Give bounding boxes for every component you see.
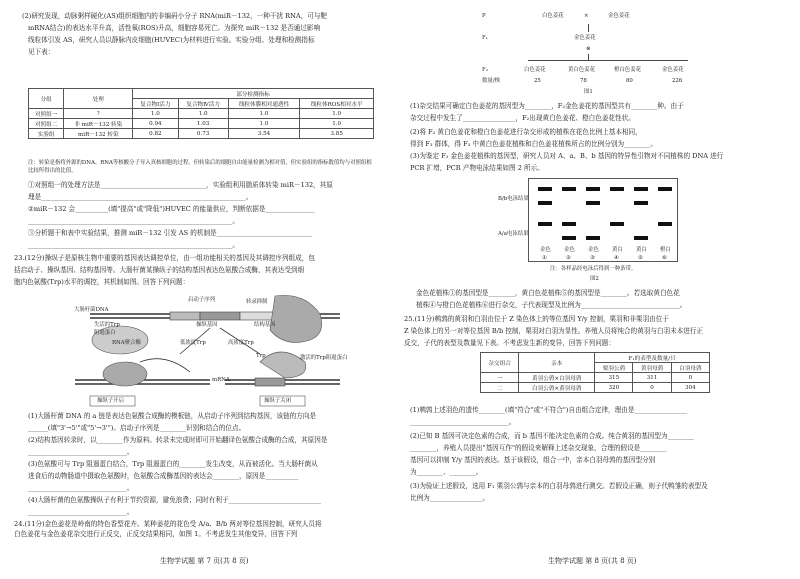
q23-sub: ______________________________。 [28,448,134,456]
page-footer: 生物学试题 第 7 页(共 8 页) [160,557,249,565]
cross-f2: F₂ [482,67,488,73]
q24-sub: PCR 扩增，PCR 产物电泳结果如图 2 所示。 [410,164,544,172]
cross-self: ⊗ [586,46,591,52]
q23-sub: (4)大肠杆菌的色氨酸操纵子有利于节约资源，避免浪费；同时有利于____________________________ [28,496,321,504]
q22-sub: ②miR－132 会__________(填"提高"或"降低")HUVEC 的能量供应，判断依据是_______________ [28,205,315,213]
cell: 1.0 [300,109,374,119]
table-mir132 [28,88,374,139]
cross-f2-pheno: 黄白色姜花 [568,67,595,73]
cell: 一 [481,373,519,383]
q23-sub: (1)大肠杆菌 DNA 的 a 链是表达色氨酸合成酶的模板链，从启动子序列到结构基因，该链的方向是 [28,412,317,420]
cell: 1.0 [228,119,300,129]
cell: 3.54 [228,129,300,139]
q24-line: 白色姜花与金色姜花杂交进行正反交，正反交结果相同，如图 1。不考虑发生其他变异，回答下列 [14,530,298,538]
gel-lane-num: ③ [590,255,595,261]
cell: 0 [671,373,709,383]
gel-lane-num: ⑤ [638,255,643,261]
fig-label: 操纵基因 [196,322,218,328]
gel-band [634,201,648,205]
q22-line: mRNA结合)的表达水平升高，活性氧(ROS)升高，细胞容易死亡。为探究 miR－132 是否通过影响 [28,24,321,32]
fig-label: 失活的Trp [94,322,120,328]
gel-band [586,187,600,191]
fig-label: 启动子序列 [188,297,215,303]
gel-lane: 黄白 [612,247,623,253]
table-note: 比较所得出的比值。 [28,168,77,174]
cell: 对照组一 [29,109,64,119]
cell: 非 miR－132 转染 [64,119,133,129]
th-col: 栗羽公鹑 [595,363,633,373]
fig-label: mRNA [212,377,230,383]
gel-band [610,187,624,191]
fig-label: 低浓度Trp [180,340,206,346]
cross-f1-pheno: 金色姜花 [574,35,596,41]
gel-band [634,236,648,240]
th-parts: 部分检测指标 [133,89,374,99]
cell: 304 [671,383,709,393]
cross-count: 80 [626,78,633,84]
gel-band [538,222,552,226]
q25-line: 25.(11分)鹌鹑的黄羽和白羽由位于 Z 染色体上的等位基因 Y/y 控制，栗羽和非栗羽由位于 [404,315,669,323]
cell: 对照组二 [29,119,64,129]
cell: 0.94 [133,119,179,129]
th-treat: 处理 [64,89,133,109]
cell: 315 [595,373,633,383]
cell: 311 [633,373,671,383]
cross-count: 78 [580,78,587,84]
q24-after: 植株④与橙白色花植株⑥进行杂交，子代表现型及比例为______________________________。 [416,301,687,309]
fig-label: 阻遏蛋白 [94,330,116,336]
q25-sub: ________，养殖人员提出"基因互作"的假设来解释上述杂交现象，合理的假设是________ [410,444,667,452]
q25-sub: (1)鹌鹑上述羽色的遗传________(填"符合"或"不符合")自由组合定律，理由是________________ [410,406,688,414]
cross-f1: F₁ [482,35,488,41]
th-col: 复合物Ⅳ活力 [178,99,228,109]
cross-p: P [482,13,486,19]
table-row [29,129,374,139]
q23-line: 23.(12分)操纵子是原核生物中重要的基因表达调控单位，由一组功能相关的基因及其调控序列组成，包 [14,254,315,262]
fig-label: Trp [256,353,266,359]
q24-sub: 杂交过程中发生了________________，F₂出现黄白色姜花、橙白色姜花性状。 [410,114,635,122]
figure-1-caption: 图1 [584,89,593,95]
fig-label: 高浓度Trp [228,340,254,346]
cross-x: × [584,13,589,19]
cross-f2-pheno: 白色姜花 [524,67,546,73]
cross-count: 226 [672,78,683,84]
th-col: 线粒体膜相对通透性 [228,99,300,109]
gel-lane-num: ④ [614,255,619,261]
th-f1: F₁的表型及数量/只 [595,353,710,363]
fig-label: 操纵子开启 [97,398,124,404]
q24-line: 24.(11分)金色姜花是岭南的特色香型花卉。某种姜花的花色受 A/a、B/b 两对等位基因控制，研究人员将 [14,520,322,528]
cell: 黄羽公鹑×白羽母鹑 [519,373,595,383]
q25-line: 反交，子代的表型及数量见下表。不考虑发生新的变异，回答下列问题： [404,339,615,347]
cross-arrow [588,24,589,32]
cell: 1.03 [178,119,228,129]
cell: 1.0 [133,109,179,119]
q23-line: 胞内色氨酸(Trp)水平的调控，其机制如图。回答下列问题： [14,278,190,286]
table-row [29,119,374,129]
cell: ? [64,109,133,119]
cross-count: 25 [534,78,541,84]
q24-after: 金色花植株①的基因型是________，黄白色花植株⑤的基因型是________。若选取黄白色花 [416,289,680,297]
cross-f2-pheno: 金色姜花 [662,67,684,73]
q23-sub: 进食后的动物肠道中摄取色氨酸时，色氨酸合成酶基因的表达会________，原因是__________ [28,472,299,480]
fig-label: 转录抑制 [246,299,268,305]
cell: 3.85 [300,129,374,139]
q25-sub: (2)已知 B 基因可决定色素的合成，而 b 基因不能决定色素的合成。纯合黄羽的基因型为________ [410,432,694,440]
th-col: 黄羽母鹑 [633,363,671,373]
q25-sub: 基因可以抑制 Y/y 基因的表达。基于该假设，组合一中，亲本白羽母鹑的基因型分别 [410,456,656,464]
gel-lane-num: ⑥ [662,255,667,261]
q23-sub: (3)色氨酸可与 Trp 阻遏蛋白结合，Trp 阻遏蛋白的________发生改变，从而被活化。当大肠杆菌从 [28,460,318,468]
page-footer: 生物学试题 第 8 页(共 8 页) [548,557,637,565]
gel-lane-num: ① [542,255,547,261]
cross-f2-pheno: 橙白色姜花 [614,67,641,73]
q22-sub: ______________________________________________________________。 [28,217,239,225]
cell: 1.0 [178,109,228,119]
gel-band [562,187,576,191]
fig-label: 结构基因 [254,322,276,328]
gel-band [538,187,552,191]
operon-figure [70,292,350,410]
gel-band [586,201,600,205]
q22-line: (2)研究发现，动脉粥样硬化(AS)组织细胞内的非编码小分子 RNA(miR－132，一种干扰 RNA，可与靶 [22,12,328,20]
q25-sub: 比例为________________。 [410,494,490,502]
gel-row-label: B/b电泳结果 [498,196,529,202]
q23-line: 括启动子、操纵基因、结构基因等。大肠杆菌某操纵子的结构基因表达色氨酸合成酶，其表达受到细 [14,266,305,274]
table-row [481,383,710,393]
table-note: 注：转染是指将外源的DNA、RNA等核酸分子导入真核细胞的过程。但转染后的细胞自由能量检测为相对值，但实验组的指标数值均与对照组相 [28,160,372,166]
q22-line: 线粒体引发 AS，研究人员以静脉内皮细胞(HUVEC)为材料进行实验。实验分组、处理和检测指标 [28,36,315,44]
q22-sub: ______________________________________________________________。 [28,241,239,249]
gel-lane: 金色 [588,247,599,253]
q25-sub: 为________、________。 [410,468,483,476]
q22-line: 见下表： [28,48,55,56]
cell: 0 [633,383,671,393]
q24-sub: (1)杂交结果可确定白色姜花的基因型为________，F₂金色姜花的基因型共有________种。由于 [410,102,684,110]
fig-label: RNA聚合酶 [112,340,141,346]
th-col: 复合物Ⅰ活力 [133,99,179,109]
gel-band [658,222,672,226]
q22-sub: ③分析题干和表中实验结果，推测 miR－132 引发 AS 的机制是_____________________________ [28,229,313,237]
q23-sub: ______________________________。 [28,484,134,492]
gel-band [658,187,672,191]
cell: 320 [595,383,633,393]
gel-row-label: A/a电泳结果 [498,231,529,237]
cross-gold: 金色姜花 [608,13,630,19]
cross-white: 白色姜花 [542,13,564,19]
cell: 1.0 [300,119,374,129]
q25-sub: ______________________________。 [410,418,516,426]
cell: 1.0 [228,109,300,119]
figure-2-caption: 图2 [590,276,599,282]
q24-sub: 得到 F₃ 群体，得 F₃ 中黄白色姜花植株和白色姜花植株所占的比例分别为________。 [410,140,658,148]
q23-sub: ______________________________。 [28,508,134,516]
cell: 实验组 [29,129,64,139]
cell: 0.73 [178,129,228,139]
th-col: 线粒体ROS相对水平 [300,99,374,109]
gel-lane: 黄白 [636,247,647,253]
fig-label: 操纵子关闭 [264,398,291,404]
fig-label: 大肠杆菌DNA [74,307,109,313]
gel-lane: 金色 [540,247,551,253]
fig-label: 激活的Trp阻遏蛋白 [300,355,348,361]
gel-band [562,236,576,240]
cell: 白羽公鹑×黄羽母鹑 [519,383,595,393]
cell: miR－132 转染 [64,129,133,139]
gel-lane: 金色 [564,247,575,253]
table-row [29,109,374,119]
q25-line: Z 染色体上的另一对等位基因 B/b 控制，栗羽对白羽为显性。养殖人员将纯合的黄羽与白羽未本进行正 [404,327,704,335]
th-col: 白羽母鹑 [671,363,709,373]
gel-band [562,222,576,226]
gel-note: 注：各样品经电泳后得到一种条带。 [550,266,637,272]
th-parent: 亲本 [519,353,595,373]
gel-lane: 橙白 [660,247,671,253]
table-quail [480,352,710,393]
page-8 [400,0,800,579]
gel-band [634,187,648,191]
q24-sub: (3)为鉴定 F₂ 金色姜花植株的基因型，研究人员对 A、a、B、b 基因的特异性引物对不同植株的 DNA 进行 [410,152,724,160]
q23-sub: (2)结构基因转录时，以________作为原料。转录未完成时即可开始翻译色氨酸合成酶的合成，其原因是 [28,436,328,444]
cell: 二 [481,383,519,393]
q24-sub: (2)将 F₂ 黄白色姜花和橙白色姜花进行杂交形成的植株在花色比例上基本相同， [410,128,642,136]
q22-sub: ①对照组一的处理方法是________________________________，实验组利用脂质体转染 miR－132，其原 [28,181,333,189]
gel-band [610,222,624,226]
cell: 0.82 [133,129,179,139]
table-row [481,373,710,383]
cross-bracket [528,60,688,61]
gel-band [586,236,600,240]
th-combo: 杂交组合 [481,353,519,373]
q25-sub: (3)为验证上述假设，选用 F₁ 栗羽公鹑与亲本的白羽母鹑进行测交。若假设正确，则子代鸭雏的表型及 [410,482,708,490]
q22-sub: 理是______________________________________________________________。 [28,193,253,201]
cross-count-label: 数量/株 [482,78,500,84]
q23-sub: ______(填"3'→5'"或"5'→3'")。启动子序列是________识别和结合的位点。 [28,424,246,432]
th-group: 分组 [29,89,64,109]
gel-band [538,201,552,205]
gel-lane-num: ② [566,255,571,261]
